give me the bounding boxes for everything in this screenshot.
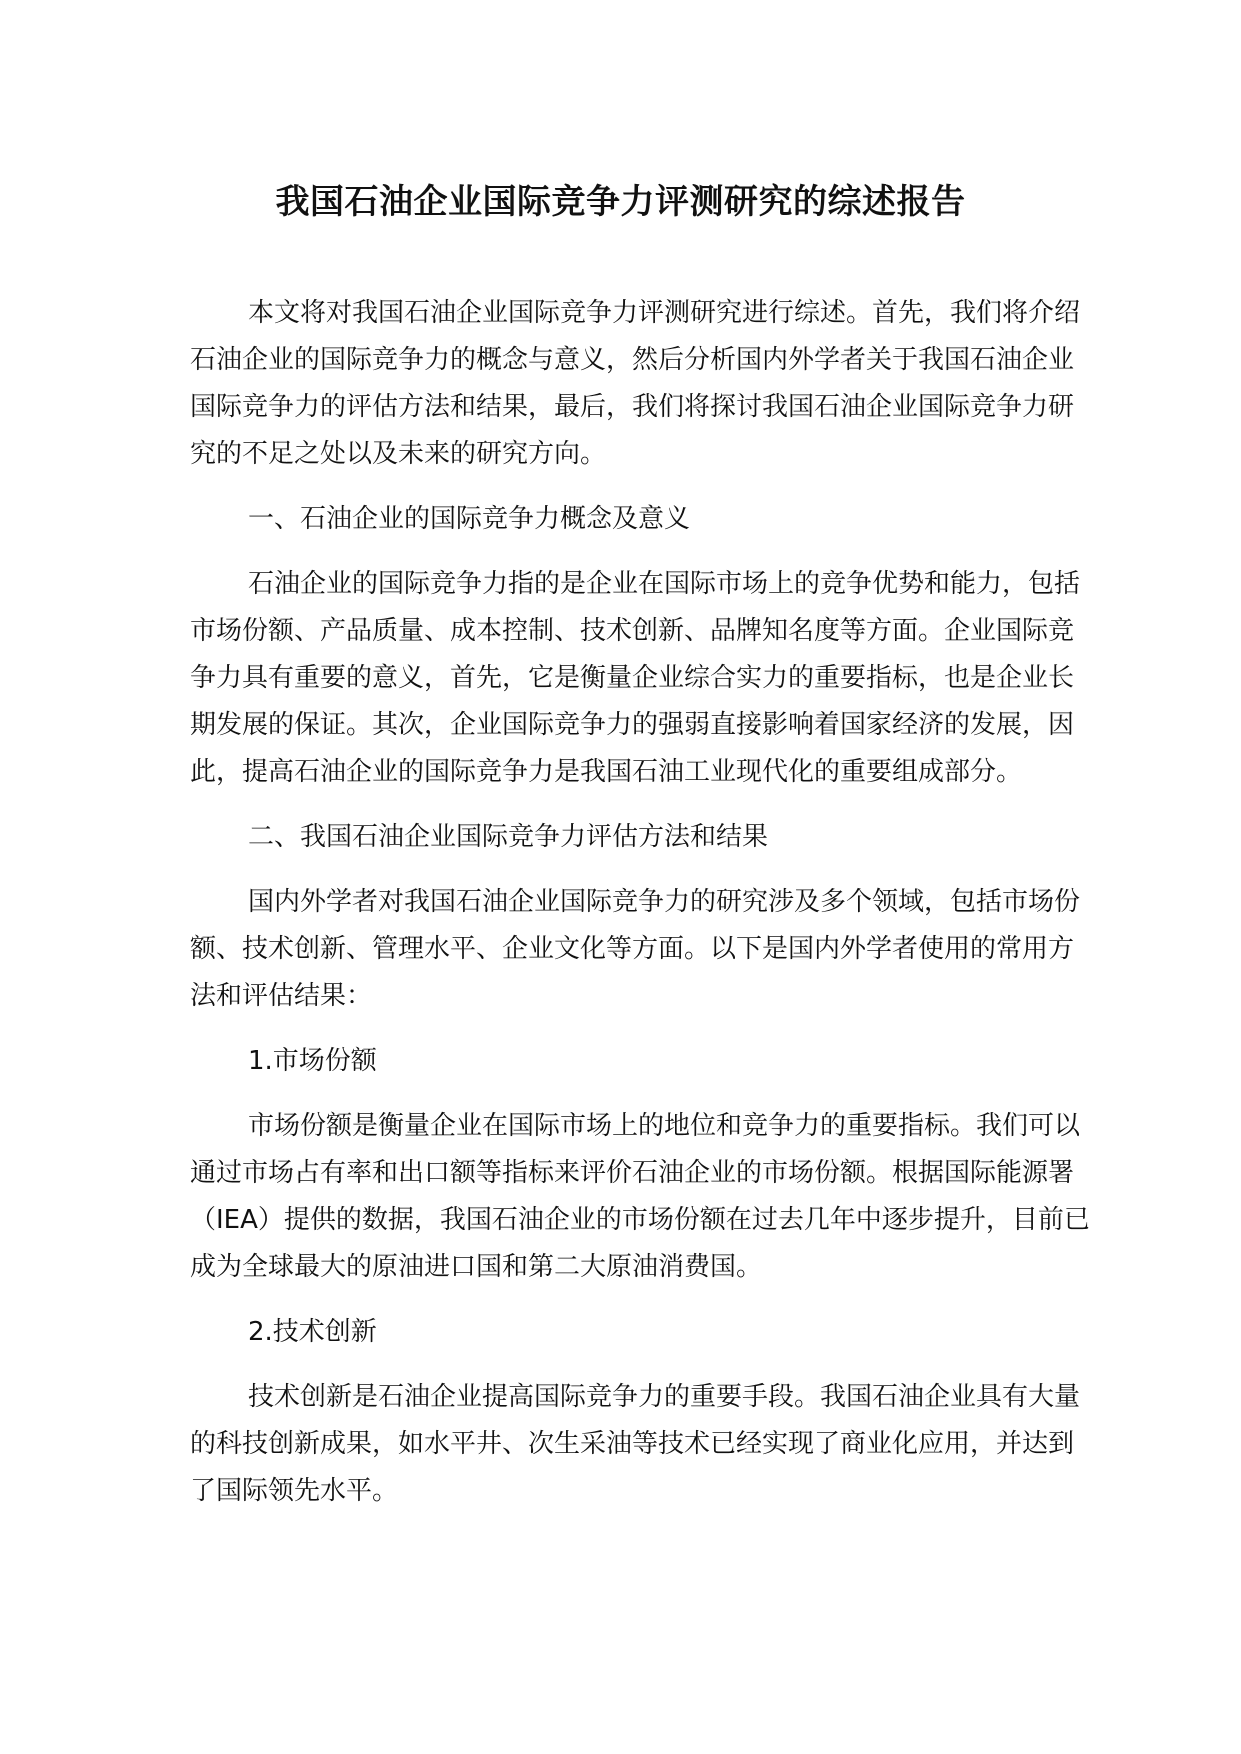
subsection-heading-market-share: 1.市场份额 — [248, 1046, 377, 1076]
section-1-paragraph: 石油企业的国际竞争力指的是企业在国际市场上的竞争优势和能力，包括市场份额、产品质量、成本控制、技术创新、品牌知名度等方面。企业国际竞争力具有重要的意义，首先，它是衡量企业综合实力的重要指标，也是企业长期发展的保证。其次，企业国际竞争力的强弱直接影响着国家经济的发展，因此，提高石油企业的国际竞争力是我国石油工业现代化的重要组成部分。 — [190, 569, 1081, 787]
market-share-paragraph: 市场份额是衡量企业在国际市场上的地位和竞争力的重要指标。我们可以通过市场占有率和出口额等指标来评价石油企业的市场份额。根据国际能源署（IEA）提供的数据，我国石油企业的市场份额在过去几年中逐步提升，目前已成为全球最大的原油进口国和第二大原油消费国。 — [190, 1111, 1090, 1282]
section-heading-2: 二、我国石油企业国际竞争力评估方法和结果 — [248, 822, 769, 852]
section-2-paragraph: 国内外学者对我国石油企业国际竞争力的研究涉及多个领域，包括市场份额、技术创新、管理水平、企业文化等方面。以下是国内外学者使用的常用方法和评估结果： — [190, 887, 1081, 1011]
document-title: 我国石油企业国际竞争力评测研究的综述报告 — [275, 182, 966, 222]
intro-paragraph: 本文将对我国石油企业国际竞争力评测研究进行综述。首先，我们将介绍石油企业的国际竞争力的概念与意义，然后分析国内外学者关于我国石油企业国际竞争力的评估方法和结果，最后，我们将探讨我国石油企业国际竞争力研究的不足之处以及未来的研究方向。 — [190, 298, 1081, 469]
tech-innovation-paragraph: 技术创新是石油企业提高国际竞争力的重要手段。我国石油企业具有大量的科技创新成果，如水平井、次生采油等技术已经实现了商业化应用，并达到了国际领先水平。 — [190, 1382, 1081, 1506]
subsection-heading-tech-innovation: 2.技术创新 — [248, 1317, 377, 1347]
section-heading-1: 一、石油企业的国际竞争力概念及意义 — [248, 504, 691, 534]
document-body — [190, 290, 1090, 1515]
